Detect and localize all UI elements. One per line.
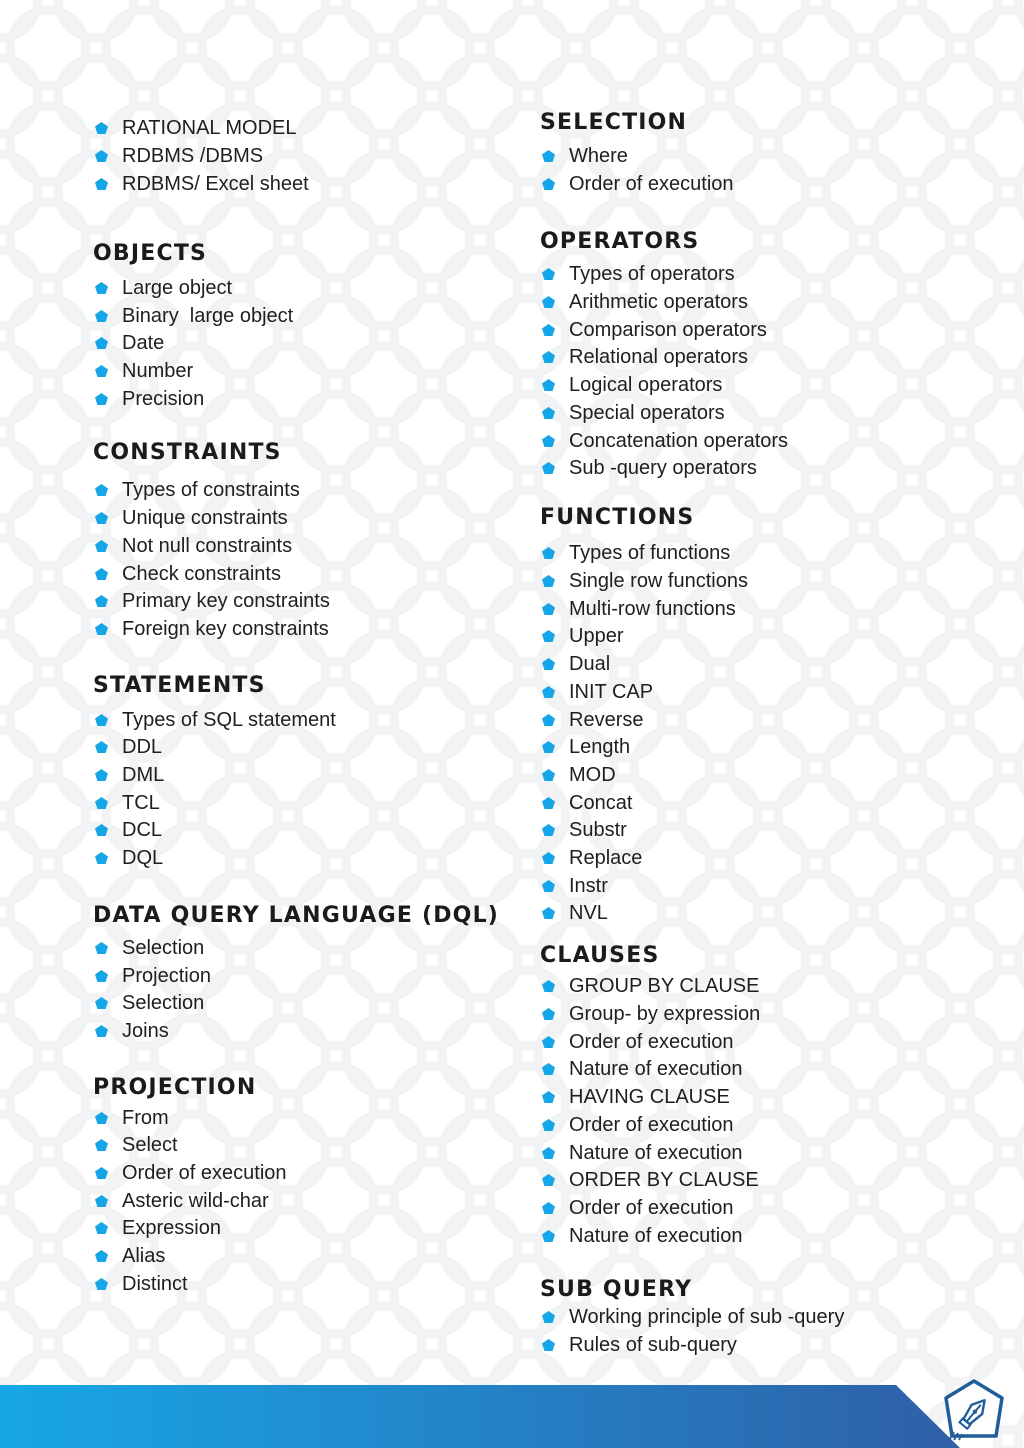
pen-nib-house-logo-icon — [942, 1378, 1006, 1444]
section-title: SUB QUERY — [540, 1277, 693, 1302]
section-title: SELECTION — [540, 110, 688, 135]
section-title: STATEMENTS — [93, 673, 266, 698]
footer-band — [0, 1385, 1024, 1448]
section-title: OPERATORS — [540, 229, 700, 254]
section-title: FUNCTIONS — [540, 505, 695, 530]
section-title: CLAUSES — [540, 943, 660, 968]
section-title: CONSTRAINTS — [93, 440, 282, 465]
section-title: DATA QUERY LANGUAGE (DQL) — [93, 903, 500, 928]
section-title: PROJECTION — [93, 1075, 257, 1100]
section-title: OBJECTS — [93, 241, 208, 266]
